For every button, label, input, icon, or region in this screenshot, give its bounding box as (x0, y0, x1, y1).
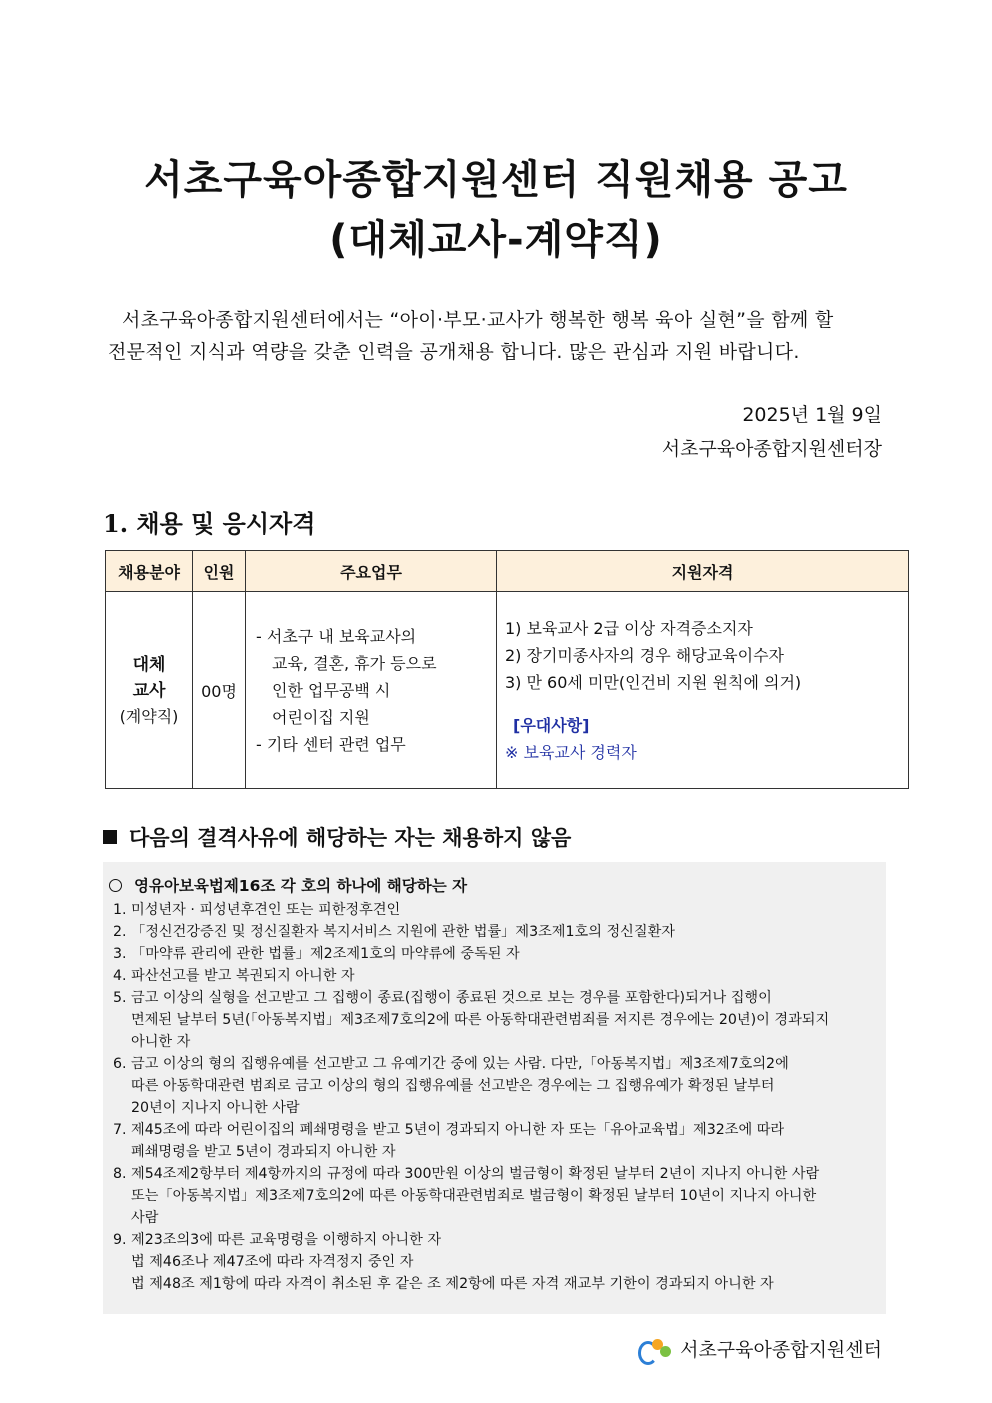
count-cell: 00명 (193, 592, 246, 789)
duty-line: - 서초구 내 보육교사의 (256, 626, 417, 646)
intro-line: 서초구육아종합지원센터에서는 “아이·부모·교사가 행복한 행복 육아 실현”을 함께 할 (122, 309, 834, 331)
list-item-text: 아니한 자 (131, 1034, 191, 1050)
list-item (103, 1207, 886, 1229)
black-square-icon (103, 830, 117, 844)
list-item-number: 7. (113, 1122, 127, 1138)
extra-line: 법 제48조 제1항에 따라 자격이 취소된 후 같은 조 제2항에 따른 자격 재교부 기한이 경과되지 아니한 자 (131, 1276, 774, 1292)
qualifications-cell (497, 592, 909, 789)
list-item (103, 1119, 886, 1141)
list-item-number: 5. (113, 990, 127, 1006)
list-item (103, 1075, 886, 1097)
list-item-text: 금고 이상의 실형을 선고받고 그 집행이 종료(집행이 종료된 것으로 보는 경우를 포함한다)되거나 집행이 (131, 990, 772, 1006)
qualification-item: 2) 장기미종사자의 경우 해당교육이수자 (505, 645, 784, 665)
list-item (103, 921, 886, 943)
list-item-text: 면제된 날부터 5년(「아동복지법」제3조제7호의2에 따른 아동학대관련범죄를 저지른 경우에는 20년)이 경과되지 (131, 1012, 830, 1028)
list-item (103, 1009, 886, 1031)
duty-line: 인한 업무공백 시 (272, 680, 391, 700)
announcement-date: 2025년 1월 9일 (742, 404, 882, 426)
list-item-number: 1. (113, 902, 127, 918)
field-name: 교사 (132, 680, 166, 701)
column-header: 채용분야 (106, 551, 193, 592)
recruitment-table (105, 550, 909, 789)
duty-line: 어린이집 지원 (272, 707, 370, 727)
disqualification-heading (103, 822, 571, 852)
page-title: 서초구육아종합지원센터 직원채용 공고 (144, 157, 848, 203)
duty-line: 교육, 결혼, 휴가 등으로 (272, 653, 437, 673)
list-item (103, 1141, 886, 1163)
list-item-text: 미성년자 · 피성년후견인 또는 피한정후견인 (131, 902, 401, 918)
seocho-childcare-logo-icon (638, 1337, 676, 1361)
extra-line: 법 제46조나 제47조에 따라 자격정지 중인 자 (131, 1254, 414, 1270)
list-item (103, 987, 886, 1009)
list-item (103, 1229, 886, 1251)
list-item-text: 따른 아동학대관련 범죄로 금고 이상의 형의 집행유예를 선고받은 경우에는 그 집행유예가 확정된 날부터 (131, 1078, 775, 1094)
box-title-text: 영유아보육법제16조 각 호의 하나에 해당하는 자 (134, 877, 468, 895)
list-item (103, 965, 886, 987)
field-type: (계약직) (119, 706, 179, 726)
column-header: 주요업무 (246, 551, 497, 592)
list-item (103, 899, 886, 921)
list-item (103, 1031, 886, 1053)
qualification-item: 3) 만 60세 미만(인건비 지원 원칙에 의거) (505, 672, 802, 692)
table-row (106, 592, 909, 789)
preference-title: [우대사항] (513, 715, 590, 735)
disqualification-heading-text: 다음의 결격사유에 해당하는 자는 채용하지 않음 (129, 826, 572, 850)
list-item-text: 20년이 지나지 아니한 사람 (131, 1100, 300, 1116)
disqualification-list (103, 899, 886, 1251)
list-item-number: 3. (113, 946, 127, 962)
list-item (103, 1097, 886, 1119)
footer-org-name: 서초구육아종합지원센터 (680, 1339, 882, 1361)
list-item (103, 1053, 886, 1075)
duties-cell (246, 592, 497, 789)
intro-line: 전문적인 지식과 역량을 갖춘 인력을 공개채용 합니다. 많은 관심과 지원 바랍니다. (108, 341, 800, 363)
list-item-number: 8. (113, 1166, 127, 1182)
list-item-text: 금고 이상의 형의 집행유예를 선고받고 그 유예기간 중에 있는 사람. 다만,「아동복지법」제3조제7호의2에 (131, 1056, 789, 1072)
list-item (103, 1185, 886, 1207)
section-heading-recruitment: 1. 채용 및 응시자격 (103, 509, 316, 538)
circle-bullet-icon (109, 879, 122, 892)
qualification-item: 1) 보육교사 2급 이상 자격증소지자 (505, 618, 753, 638)
list-item-text: 파산선고를 받고 복권되지 아니한 자 (131, 968, 355, 984)
duty-line: - 기타 센터 관련 업무 (256, 734, 406, 754)
list-item-text: 폐쇄명령을 받고 5년이 경과되지 아니한 자 (131, 1144, 396, 1160)
list-item-number: 2. (113, 924, 127, 940)
list-item-number: 9. (113, 1232, 127, 1248)
list-item-text: 또는「아동복지법」제3조제7호의2에 따른 아동학대관련범죄로 벌금형이 확정된 날부터 10년이 지나지 아니한 (131, 1188, 817, 1204)
list-item-text: 사람 (131, 1210, 159, 1226)
disqualification-box (103, 862, 886, 1314)
list-item (103, 943, 886, 965)
signature: 서초구육아종합지원센터장 (661, 438, 882, 460)
list-item-text: 「정신건강증진 및 정신질환자 복지서비스 지원에 관한 법률」제3조제1호의 정신질환자 (131, 924, 675, 940)
preference-item: ※ 보육교사 경력자 (505, 742, 637, 762)
field-cell (106, 592, 193, 789)
page-subtitle: (대체교사-계약직) (329, 217, 663, 263)
list-item-text: 제54조제2항부터 제4항까지의 규정에 따라 300만원 이상의 벌금형이 확정된 날부터 2년이 지나지 아니한 사람 (131, 1166, 820, 1182)
list-item-text: 「마약류 관리에 관한 법률」제2조제1호의 마약류에 중독된 자 (131, 946, 520, 962)
disqualification-box-title (103, 874, 886, 896)
list-item-number: 6. (113, 1056, 127, 1072)
column-header: 인원 (193, 551, 246, 592)
table-header-row (106, 551, 909, 592)
field-name: 대체 (132, 654, 166, 675)
list-item-text: 제45조에 따라 어린이집의 폐쇄명령을 받고 5년이 경과되지 아니한 자 또는「유아교육법」제32조에 따라 (131, 1122, 785, 1138)
intro-paragraph (108, 304, 888, 368)
column-header: 지원자격 (497, 551, 909, 592)
list-item-text: 제23조의3에 따른 교육명령을 이행하지 아니한 자 (131, 1232, 442, 1248)
footer-org (638, 1335, 882, 1362)
list-item-number: 4. (113, 968, 127, 984)
list-item (103, 1163, 886, 1185)
